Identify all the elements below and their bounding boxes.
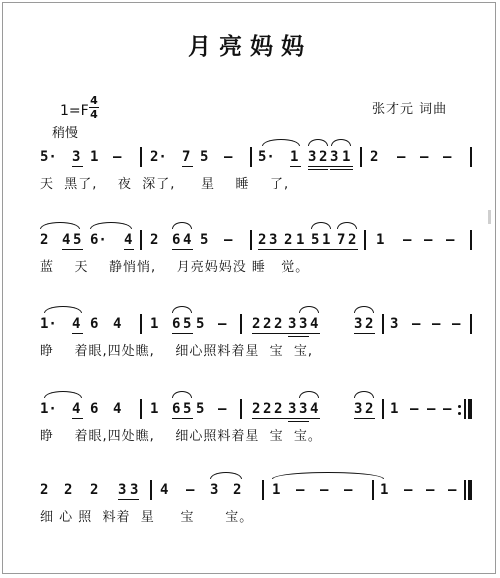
underline — [72, 166, 83, 167]
note: 4 — [62, 232, 71, 248]
note: 6 — [90, 401, 99, 417]
note: 4 — [310, 401, 319, 417]
slur — [210, 472, 242, 479]
note: 2· — [150, 149, 167, 165]
note: 3 — [390, 316, 399, 332]
note: 2 — [252, 401, 261, 417]
underline — [124, 249, 134, 250]
time-signature — [89, 95, 99, 120]
underline — [252, 418, 320, 419]
dash: – — [224, 232, 233, 248]
bar-line — [470, 147, 472, 167]
dash: – — [296, 482, 305, 498]
note: 3 — [288, 316, 297, 332]
note: 2 — [274, 316, 283, 332]
note: 4 — [310, 316, 319, 332]
note: 5 — [183, 401, 192, 417]
bar-line — [470, 230, 472, 250]
slur — [44, 391, 82, 398]
dash: – — [424, 232, 433, 248]
note: 1 — [296, 232, 305, 248]
bar-line — [250, 230, 252, 250]
underline — [330, 169, 353, 170]
dash: – — [410, 401, 419, 417]
underline — [172, 418, 193, 419]
slur — [172, 306, 192, 313]
slur — [311, 222, 331, 229]
note: 3 — [299, 401, 308, 417]
note: 3 — [118, 482, 127, 498]
underline — [258, 249, 358, 250]
note: 6 — [172, 316, 181, 332]
time-signature-top: 4 — [90, 94, 98, 107]
note: 4 — [113, 316, 122, 332]
lyrics-line-5: 细 心 照 料着 星 宝 宝。 — [40, 510, 254, 525]
slur — [90, 222, 132, 229]
underline — [62, 249, 83, 250]
repeat-dot — [458, 412, 461, 415]
note: 3 — [72, 149, 81, 165]
notes-row-4 — [0, 397, 500, 421]
underline — [354, 333, 375, 334]
bar-line — [262, 480, 264, 500]
note: 3 — [130, 482, 139, 498]
slur — [354, 306, 374, 313]
bar-line — [464, 480, 466, 500]
slur — [299, 391, 319, 398]
bar-line — [360, 147, 362, 167]
dash: – — [404, 482, 413, 498]
note: 1 — [90, 149, 99, 165]
slur — [331, 139, 351, 146]
notes-row-2 — [0, 228, 500, 252]
note: 2 — [365, 316, 374, 332]
note: 1 — [380, 482, 389, 498]
final-bar — [468, 480, 472, 500]
bar-line — [250, 147, 252, 167]
dash: – — [218, 401, 227, 417]
slur — [308, 139, 328, 146]
note: 1 — [322, 232, 331, 248]
note: 5 — [200, 149, 209, 165]
note: 4 — [113, 401, 122, 417]
underline — [308, 166, 353, 167]
time-signature-bottom: 4 — [90, 108, 98, 121]
dash: – — [426, 482, 435, 498]
note: 2 — [40, 232, 49, 248]
note: 6 — [172, 401, 181, 417]
slur — [354, 391, 374, 398]
note: 3 — [288, 401, 297, 417]
note: 5 — [311, 232, 320, 248]
note: 2 — [370, 149, 379, 165]
underline — [172, 333, 193, 334]
note: 5· — [40, 149, 57, 165]
note: 1 — [150, 401, 159, 417]
note: 6 — [90, 316, 99, 332]
note: 2 — [274, 401, 283, 417]
repeat-bar — [468, 399, 472, 419]
dash: – — [224, 149, 233, 165]
note: 5 — [73, 232, 82, 248]
note: 1 — [376, 232, 385, 248]
slur — [337, 222, 357, 229]
note: 7 — [337, 232, 346, 248]
note: 2 — [263, 316, 272, 332]
bar-line — [140, 314, 142, 334]
note: 2 — [348, 232, 357, 248]
dash: – — [320, 482, 329, 498]
note: 2 — [284, 232, 293, 248]
bar-line — [240, 314, 242, 334]
note: 5 — [183, 316, 192, 332]
bar-line — [140, 147, 142, 167]
underline — [252, 333, 320, 334]
slur — [44, 306, 82, 313]
dash: – — [218, 316, 227, 332]
note: 4 — [183, 232, 192, 248]
notes-row-1 — [0, 145, 500, 169]
lyrics-line-3: 睁 着眼,四处瞧, 细心照料着星 宝 宝, — [40, 344, 313, 359]
note: 2 — [258, 232, 267, 248]
underline — [288, 421, 309, 422]
underline — [354, 418, 375, 419]
note: 2 — [263, 401, 272, 417]
bar-line — [140, 230, 142, 250]
dash: – — [186, 482, 195, 498]
bar-line — [150, 480, 152, 500]
bar-line — [464, 399, 466, 419]
slur — [299, 306, 319, 313]
underline — [72, 333, 83, 334]
underline — [72, 418, 83, 419]
composer-credit: 张才元 词曲 — [372, 102, 448, 117]
note: 3 — [269, 232, 278, 248]
note: 2 — [90, 482, 99, 498]
note: 5 — [200, 232, 209, 248]
bar-line — [382, 314, 384, 334]
note: 1· — [40, 316, 57, 332]
tempo-marking: 稍慢 — [52, 126, 79, 141]
lyrics-line-4: 睁 着眼,四处瞧, 细心照料着星 宝 宝。 — [40, 429, 322, 444]
note: 3 — [330, 149, 339, 165]
dash: – — [412, 316, 421, 332]
bar-line — [372, 480, 374, 500]
note: 3 — [210, 482, 219, 498]
note: 4 — [72, 401, 81, 417]
note: 1 — [272, 482, 281, 498]
note: 2 — [233, 482, 242, 498]
note: 4 — [72, 316, 81, 332]
note: 5 — [196, 401, 205, 417]
note: 4 — [124, 232, 133, 248]
underline — [308, 169, 328, 170]
tie — [272, 472, 384, 479]
key-signature: 1=F — [60, 103, 89, 119]
note: 2 — [40, 482, 49, 498]
note: 6· — [90, 232, 107, 248]
bar-line — [240, 399, 242, 419]
note: 3 — [308, 149, 317, 165]
note: 5 — [196, 316, 205, 332]
dash: – — [446, 232, 455, 248]
bar-line — [140, 399, 142, 419]
note: 2 — [319, 149, 328, 165]
note: 3 — [354, 316, 363, 332]
note: 1· — [40, 401, 57, 417]
note: 1 — [390, 401, 399, 417]
underline — [118, 499, 139, 500]
bar-line — [364, 230, 366, 250]
dash: – — [420, 149, 429, 165]
slur — [40, 222, 80, 229]
note: 4 — [160, 482, 169, 498]
underline — [290, 166, 301, 167]
dash: – — [344, 482, 353, 498]
underline — [172, 249, 193, 250]
lyrics-line-1: 天 黑了, 夜 深了, 星 睡 了, — [40, 177, 290, 192]
dash: – — [452, 316, 461, 332]
note: 1 — [150, 316, 159, 332]
notes-row-5 — [0, 478, 500, 502]
dash: – — [432, 316, 441, 332]
note: 3 — [299, 316, 308, 332]
dash: – — [397, 149, 406, 165]
note: 2 — [252, 316, 261, 332]
slur — [172, 222, 192, 229]
lyrics-line-2: 蓝 天 静悄悄, 月亮妈妈没 睡 觉。 — [40, 260, 310, 275]
note: 1 — [342, 149, 351, 165]
dash: – — [403, 232, 412, 248]
underline — [182, 166, 193, 167]
dash: – — [448, 482, 457, 498]
underline — [288, 336, 309, 337]
slur — [262, 139, 300, 146]
dash: – — [113, 149, 122, 165]
bar-line — [382, 399, 384, 419]
note: 2 — [365, 401, 374, 417]
note: 6 — [172, 232, 181, 248]
slur — [172, 391, 192, 398]
dash: – — [443, 401, 452, 417]
note: 5· — [258, 149, 275, 165]
repeat-dot — [458, 405, 461, 408]
note: 1 — [290, 149, 299, 165]
note: 7 — [182, 149, 191, 165]
notes-row-3 — [0, 312, 500, 336]
dash: – — [443, 149, 452, 165]
song-title: 月亮妈妈 — [188, 33, 312, 60]
note: 2 — [64, 482, 73, 498]
note: 2 — [150, 232, 159, 248]
bar-line — [470, 314, 472, 334]
note: 3 — [354, 401, 363, 417]
page-edge-mark — [488, 210, 491, 224]
dash: – — [427, 401, 436, 417]
